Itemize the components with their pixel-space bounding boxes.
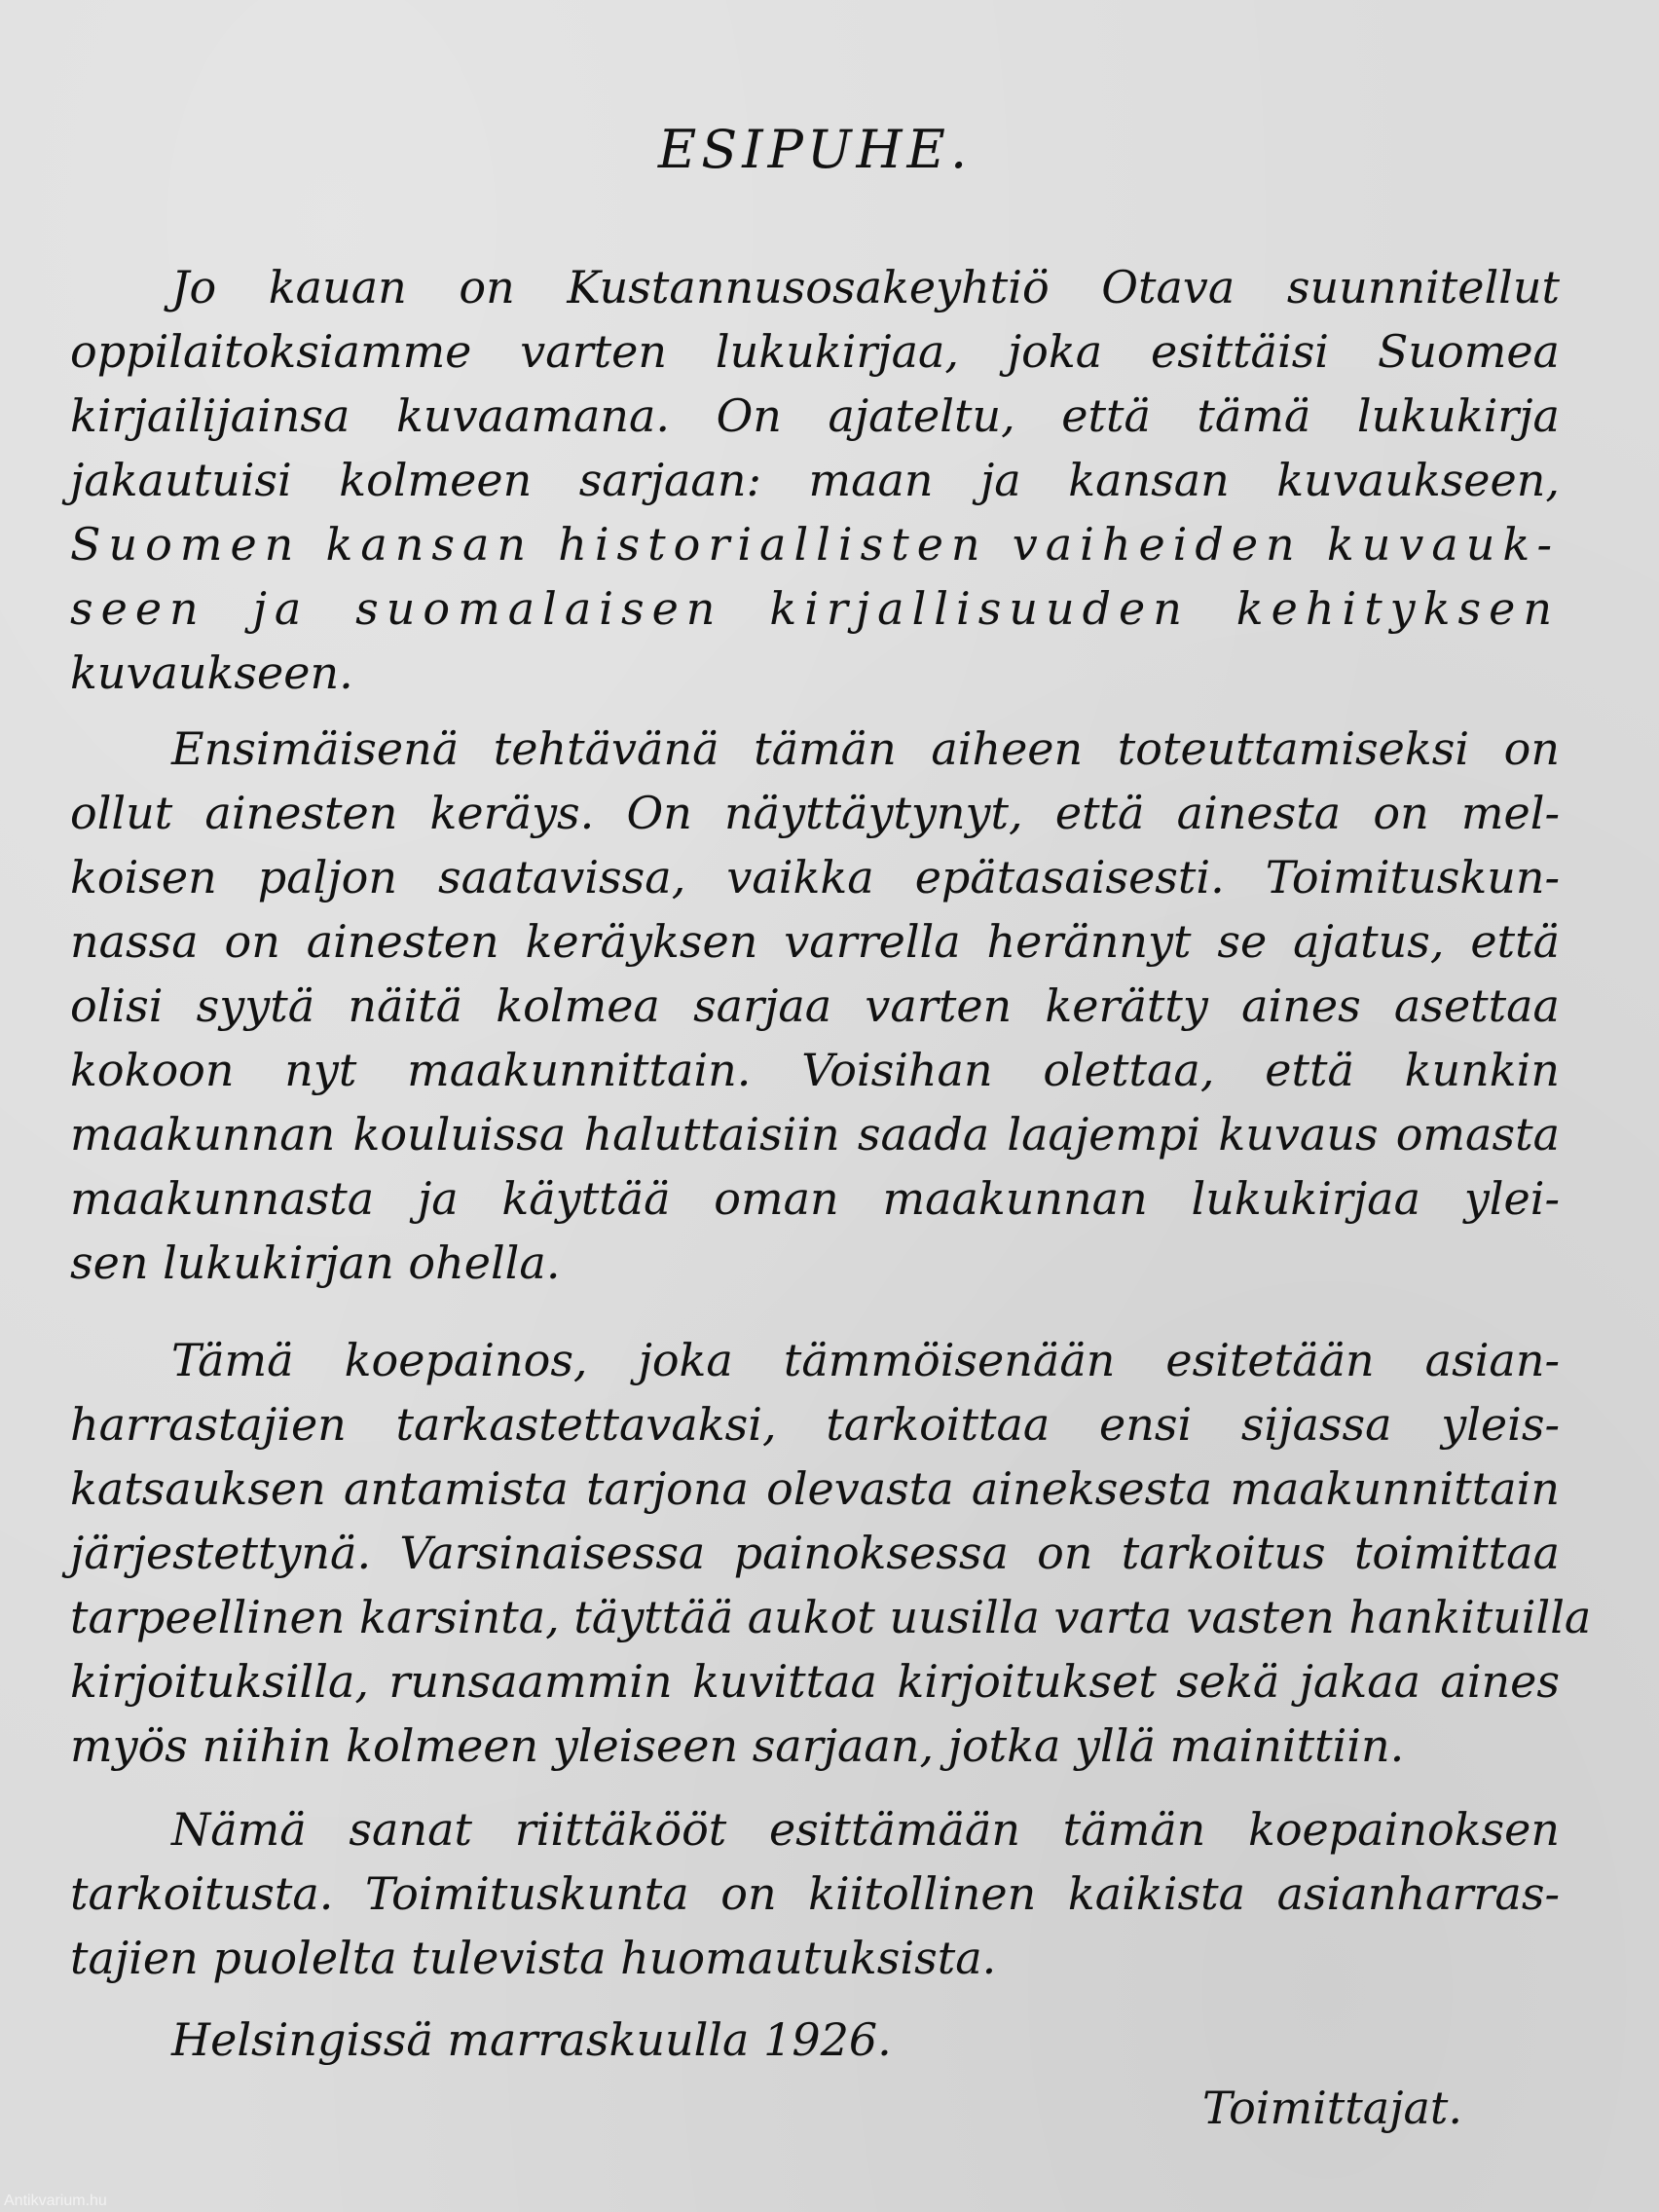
paragraph-1-line-5: Suomen kansan historiallisten vaiheiden kuvauk- <box>70 518 1560 571</box>
paragraph-3-line-2: harrastajien tarkastettavaksi, tarkoittaa ensi sijassa yleis- <box>70 1398 1560 1451</box>
paragraph-2-line-4: nassa on ainesten keräyksen varrella herännyt se ajatus, että <box>70 915 1560 968</box>
page-title: ESIPUHE. <box>657 119 973 180</box>
closing-place-date: Helsingissä marraskuulla 1926. <box>171 2013 892 2066</box>
paragraph-2-line-1: Ensimäisenä tehtävänä tämän aiheen toteuttamiseksi on <box>171 722 1560 775</box>
paragraph-2-line-6: kokoon nyt maakunnittain. Voisihan olettaa, että kunkin <box>70 1044 1560 1096</box>
paragraph-4-line-1: Nämä sanat riittäkööt esittämään tämän koepainoksen <box>171 1803 1560 1856</box>
paragraph-2-line-2: ollut ainesten keräys. On näyttäytynyt, että ainesta on mel- <box>70 787 1560 839</box>
paragraph-2-line-3: koisen paljon saatavissa, vaikka epätasaisesti. Toimituskun- <box>70 851 1560 903</box>
paragraph-1-line-2: oppilaitoksiamme varten lukukirjaa, joka esittäisi Suomea <box>70 325 1560 378</box>
document-page <box>70 0 1592 2212</box>
paragraph-2-line-7: maakunnan kouluissa haluttaisiin saada laajempi kuvaus omasta <box>70 1108 1560 1161</box>
paragraph-2-line-5: olisi syytä näitä kolmea sarjaa varten kerätty aines asettaa <box>70 979 1560 1032</box>
paragraph-1-line-6: seen ja suomalaisen kirjallisuuden kehityksen <box>70 582 1560 635</box>
paragraph-4-line-3: tajien puolelta tulevista huomautuksista. <box>70 1932 997 1984</box>
paragraph-1-line-4: jakautuisi kolmeen sarjaan: maan ja kansan kuvaukseen, <box>70 454 1560 506</box>
paragraph-1-line-7: kuvaukseen. <box>70 646 353 699</box>
watermark: Antikvarium.hu <box>4 2193 107 2209</box>
paragraph-3-line-3: katsauksen antamista tarjona olevasta aineksesta maakunnittain <box>70 1462 1560 1515</box>
paragraph-3-line-1: Tämä koepainos, joka tämmöisenään esitetään asian- <box>171 1334 1560 1386</box>
paragraph-1-line-1: Jo kauan on Kustannusosakeyhtiö Otava suunnitellut <box>171 261 1560 313</box>
paragraph-2-line-8: maakunnasta ja käyttää oman maakunnan lukukirjaa ylei- <box>70 1172 1560 1225</box>
paragraph-3-line-4: järjestettynä. Varsinaisessa painoksessa on tarkoitus toimittaa <box>70 1527 1560 1579</box>
signature: Toimittajat. <box>1201 2082 1462 2134</box>
paragraph-3-line-5: tarpeellinen karsinta, täyttää aukot uusilla varta vasten hankituilla <box>70 1591 1592 1643</box>
paragraph-1-line-3: kirjailijainsa kuvaamana. On ajateltu, että tämä lukukirja <box>70 389 1560 442</box>
paragraph-4-line-2: tarkoitusta. Toimituskunta on kiitollinen kaikista asianharras- <box>70 1867 1560 1920</box>
paragraph-2-line-9: sen lukukirjan ohella. <box>70 1236 561 1289</box>
paragraph-3-line-7: myös niihin kolmeen yleiseen sarjaan, jotka yllä mainittiin. <box>70 1719 1405 1772</box>
paragraph-3-line-6: kirjoituksilla, runsaammin kuvittaa kirjoitukset sekä jakaa aines <box>70 1655 1560 1708</box>
